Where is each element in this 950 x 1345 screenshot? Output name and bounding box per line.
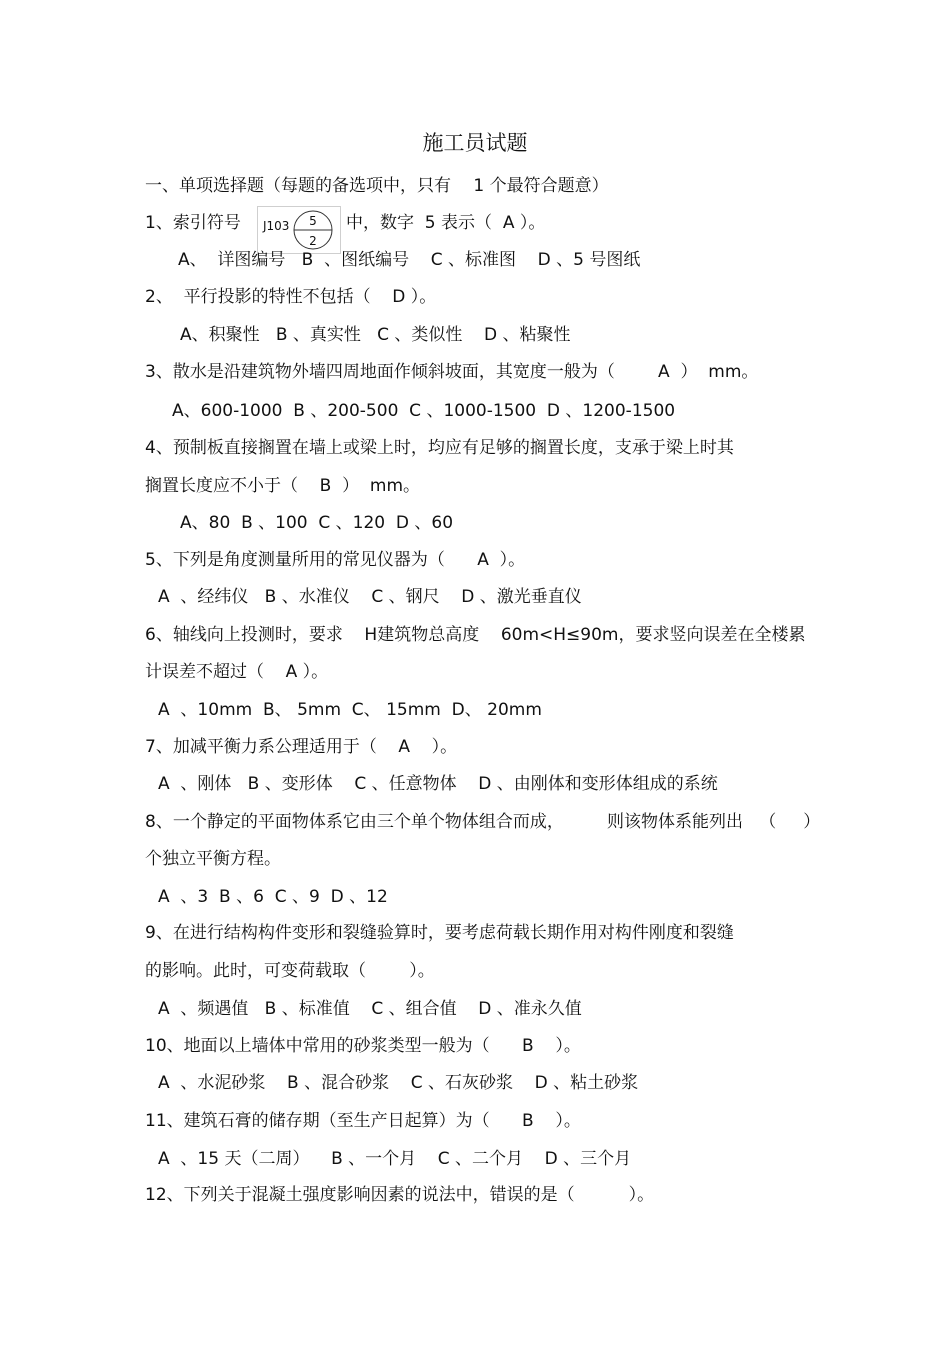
index-symbol-figure — [257, 206, 341, 254]
question-7: 7、加减平衡力系公理适用于（ A ）。 — [145, 737, 458, 757]
question-5-options: A 、经纬仪 B 、水准仪 C 、钢尺 D 、激光垂直仪 — [158, 587, 582, 607]
question-12: 12、下列关于混凝土强度影响因素的说法中，错误的是（ ）。 — [145, 1185, 655, 1205]
question-8-line-1: 8、一个静定的平面物体系它由三个单个物体组合而成， 则该物体系能列出 （ ） — [145, 812, 821, 832]
page-title: 施工员试题 — [422, 131, 528, 155]
question-4-options: A、80 B 、100 C 、120 D 、60 — [180, 513, 454, 533]
question-3-options: A、600-1000 B 、200-500 C 、1000-1500 D 、1200-1500 — [172, 401, 676, 421]
question-9-line-1: 9、在进行结构构件变形和裂缝验算时，要考虑荷载长期作用对构件刚度和裂缝 — [145, 923, 734, 943]
question-2: 2、 平行投影的特性不包括（ D ）。 — [145, 287, 437, 307]
question-4-line-2: 搁置长度应不小于（ B ） mm。 — [145, 476, 421, 496]
question-2-options: A、积聚性 B 、真实性 C 、类似性 D 、粘聚性 — [180, 325, 571, 345]
index-symbol-circle — [258, 207, 340, 253]
question-8-line-2: 个独立平衡方程。 — [145, 849, 281, 869]
index-symbol-bottom-number: 2 — [309, 234, 317, 248]
question-6-line-2: 计误差不超过（ A ）。 — [145, 662, 329, 682]
question-1-suffix: 中，数字 5 表示（ A ）。 — [346, 213, 546, 233]
question-8-options: A 、3 B 、6 C 、9 D 、12 — [158, 887, 388, 907]
index-symbol-code: J103 — [263, 219, 290, 233]
question-1-options: A、 详图编号 B 、图纸编号 C 、标准图 D 、5 号图纸 — [178, 250, 641, 270]
question-5: 5、下列是角度测量所用的常见仪器为（ A ）。 — [145, 550, 526, 570]
question-4-line-1: 4、预制板直接搁置在墙上或梁上时，均应有足够的搁置长度，支承于梁上时其 — [145, 438, 734, 458]
index-symbol-top-number: 5 — [309, 214, 317, 228]
question-1-prefix: 1、索引符号 — [145, 213, 241, 233]
section-heading: 一、单项选择题（每题的备选项中，只有 1 个最符合题意） — [145, 176, 609, 196]
question-11: 11、建筑石膏的储存期（至生产日起算）为（ B ）。 — [145, 1111, 581, 1131]
question-10: 10、地面以上墙体中常用的砂浆类型一般为（ B ）。 — [145, 1036, 581, 1056]
question-11-options: A 、15 天（二周） B 、一个月 C 、二个月 D 、三个月 — [158, 1149, 632, 1169]
question-6-line-1: 6、轴线向上投测时，要求 H建筑物总高度 60m<H≤90m，要求竖向误差在全楼累 — [145, 625, 806, 645]
question-9-line-2: 的影响。此时，可变荷载取（ ）。 — [145, 961, 435, 981]
question-6-options: A 、10mm B、 5mm C、 15mm D、 20mm — [158, 700, 542, 720]
question-9-options: A 、频遇值 B 、标准值 C 、组合值 D 、准永久值 — [158, 999, 582, 1019]
question-7-options: A 、刚体 B 、变形体 C 、任意物体 D 、由刚体和变形体组成的系统 — [158, 774, 718, 794]
question-10-options: A 、水泥砂浆 B 、混合砂浆 C 、石灰砂浆 D 、粘土砂浆 — [158, 1073, 639, 1093]
question-3: 3、散水是沿建筑物外墙四周地面作倾斜坡面，其宽度一般为（ A ） mm。 — [145, 362, 759, 382]
